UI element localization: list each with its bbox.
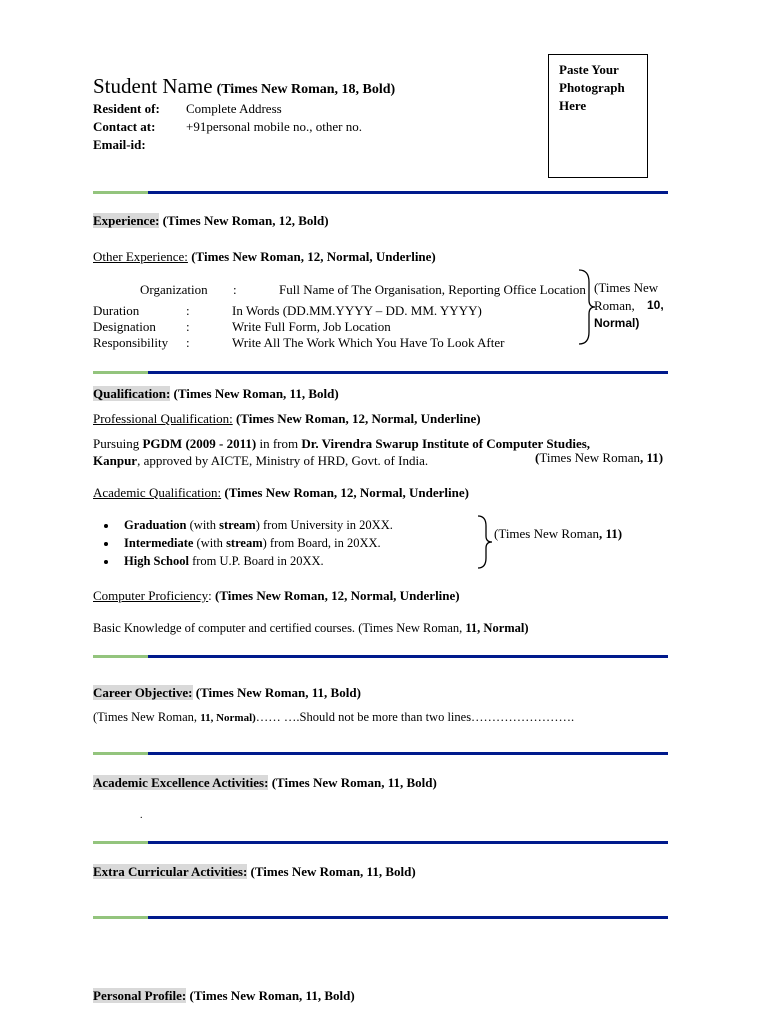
experience-format-note-prefix: (Times New Roman, bbox=[594, 280, 659, 313]
professional-qualification-note: (Times New Roman, 12, Normal, Underline) bbox=[235, 411, 481, 426]
section-divider bbox=[93, 655, 668, 658]
student-name-note: (Times New Roman, 18, Bold) bbox=[216, 82, 396, 97]
qual-text: (with bbox=[193, 536, 227, 550]
career-objective-text-line bbox=[93, 710, 574, 725]
list-item bbox=[118, 534, 393, 552]
experience-heading-note: (Times New Roman, 12, Bold) bbox=[162, 213, 329, 228]
pursuing-note-open: ( bbox=[535, 450, 540, 465]
exp-row-value: Write Full Form, Job Location bbox=[232, 319, 391, 334]
list-item bbox=[118, 552, 393, 570]
experience-format-note-size: 10, bbox=[647, 298, 664, 312]
computer-proficiency-heading: Computer Proficiency bbox=[93, 588, 209, 603]
section-divider bbox=[93, 841, 668, 844]
section-divider bbox=[93, 752, 668, 755]
qualification-heading-line bbox=[93, 386, 339, 402]
career-line-rest: …… ….Should not be more than two lines……………………. bbox=[255, 710, 575, 724]
computer-proficiency-line bbox=[93, 588, 460, 604]
qual-stream: stream bbox=[226, 536, 263, 550]
career-objective-note: (Times New Roman, 11, Bold) bbox=[195, 685, 361, 700]
email-label: Email-id: bbox=[93, 137, 146, 152]
computer-proficiency-note: (Times New Roman, 12, Normal, Underline) bbox=[215, 588, 460, 603]
qual-text: ) from Board, in 20XX. bbox=[262, 536, 381, 550]
personal-profile-note: (Times New Roman, 11, Bold) bbox=[189, 988, 355, 1003]
student-name: Student Name bbox=[93, 74, 213, 98]
personal-profile-heading: Personal Profile: bbox=[93, 988, 187, 1003]
computer-text-note: (Times New Roman, bbox=[358, 621, 466, 635]
personal-profile-line bbox=[93, 988, 355, 1004]
academic-qualification-heading: Academic Qualification: bbox=[93, 485, 222, 500]
qual-degree: Graduation bbox=[124, 518, 187, 532]
extra-curricular-line bbox=[93, 864, 416, 880]
stray-dot: . bbox=[140, 810, 143, 821]
exp-row-label: Duration bbox=[93, 303, 140, 318]
exp-row-sep: : bbox=[186, 335, 190, 350]
qualification-heading: Qualification: bbox=[93, 386, 171, 401]
exp-row-value: Full Name of The Organisation, Reporting Office Location bbox=[279, 282, 586, 297]
extra-curricular-heading: Extra Curricular Activities: bbox=[93, 864, 248, 879]
professional-qualification-heading: Professional Qualification: bbox=[93, 411, 233, 426]
experience-heading: Experience: bbox=[93, 213, 160, 228]
academic-excellence-note: (Times New Roman, 11, Bold) bbox=[271, 775, 437, 790]
career-objective-line bbox=[93, 685, 361, 701]
exp-row-label: Responsibility bbox=[93, 335, 169, 350]
photograph-box bbox=[548, 54, 648, 178]
exp-row-value: Write All The Work Which You Have To Look After bbox=[232, 335, 505, 350]
computer-proficiency-text-line bbox=[93, 621, 529, 636]
other-experience-line bbox=[93, 249, 436, 265]
extra-curricular-note: (Times New Roman, 11, Bold) bbox=[250, 864, 416, 879]
pursuing-format-note bbox=[535, 450, 663, 466]
student-name-line bbox=[93, 74, 395, 99]
resident-label: Resident of: bbox=[93, 101, 160, 116]
academic-format-note bbox=[494, 526, 622, 542]
pursuing-mid: in from bbox=[256, 436, 302, 451]
qual-degree: High School bbox=[124, 554, 189, 568]
pursuing-rest: , approved by AICTE, Ministry of HRD, Govt. of India. bbox=[137, 453, 429, 468]
right-brace-icon bbox=[476, 514, 496, 570]
pursuing-note-size: , 11) bbox=[639, 450, 664, 465]
other-experience-note: (Times New Roman, 12, Normal, Underline) bbox=[191, 249, 436, 264]
exp-row-label: Designation bbox=[93, 319, 156, 334]
exp-row-sep: : bbox=[233, 282, 237, 297]
qual-degree: Intermediate bbox=[124, 536, 194, 550]
exp-row-label: Organization bbox=[140, 282, 208, 297]
experience-format-note-style: Normal) bbox=[594, 316, 640, 330]
computer-proficiency-colon: : bbox=[208, 588, 212, 603]
pursuing-city: Kanpur bbox=[93, 453, 138, 468]
contact-value: +91personal mobile no., other no. bbox=[186, 119, 362, 134]
career-objective-heading: Career Objective: bbox=[93, 685, 193, 700]
exp-row-sep: : bbox=[186, 303, 190, 318]
section-divider bbox=[93, 916, 668, 919]
resident-value: Complete Address bbox=[186, 101, 282, 116]
pursuing-pre: Pursuing bbox=[93, 436, 143, 451]
exp-row-sep: : bbox=[186, 319, 190, 334]
section-divider bbox=[93, 191, 668, 194]
computer-text-note-bold: 11, Normal) bbox=[465, 621, 529, 635]
pursuing-line-1 bbox=[93, 436, 590, 452]
experience-format-note bbox=[594, 279, 678, 315]
academic-excellence-heading: Academic Excellence Activities: bbox=[93, 775, 269, 790]
academic-qualification-line bbox=[93, 485, 469, 501]
qual-text: from U.P. Board in 20XX. bbox=[188, 554, 324, 568]
academic-note-text: (Times New Roman bbox=[494, 526, 599, 541]
experience-heading-line bbox=[93, 213, 329, 229]
contact-label: Contact at: bbox=[93, 119, 156, 134]
professional-qualification-line bbox=[93, 411, 481, 427]
qual-text: (with bbox=[186, 518, 220, 532]
qualification-heading-note: (Times New Roman, 11, Bold) bbox=[173, 386, 339, 401]
career-line-prefix: (Times New Roman, bbox=[93, 710, 201, 724]
photograph-box-text: Paste Your Photograph Here bbox=[559, 62, 625, 113]
academic-qualification-list bbox=[100, 516, 393, 570]
section-divider bbox=[93, 371, 668, 374]
pursuing-program: PGDM (2009 - 2011) bbox=[142, 436, 257, 451]
academic-qualification-note: (Times New Roman, 12, Normal, Underline) bbox=[224, 485, 469, 500]
qual-stream: stream bbox=[219, 518, 256, 532]
pursuing-institute: Dr. Virendra Swarup Institute of Computer Studies, bbox=[301, 436, 591, 451]
computer-proficiency-text: Basic Knowledge of computer and certified courses. bbox=[93, 621, 359, 635]
career-line-size: 11, Normal) bbox=[200, 712, 256, 724]
pursuing-note-text: Times New Roman bbox=[539, 450, 640, 465]
pursuing-line-2 bbox=[93, 453, 428, 469]
academic-excellence-line bbox=[93, 775, 437, 791]
other-experience-heading: Other Experience: bbox=[93, 249, 188, 264]
academic-note-size: , 11) bbox=[598, 526, 623, 541]
exp-row-value: In Words (DD.MM.YYYY – DD. MM. YYYY) bbox=[232, 303, 482, 318]
list-item bbox=[118, 516, 393, 534]
qual-text: ) from University in 20XX. bbox=[255, 518, 393, 532]
